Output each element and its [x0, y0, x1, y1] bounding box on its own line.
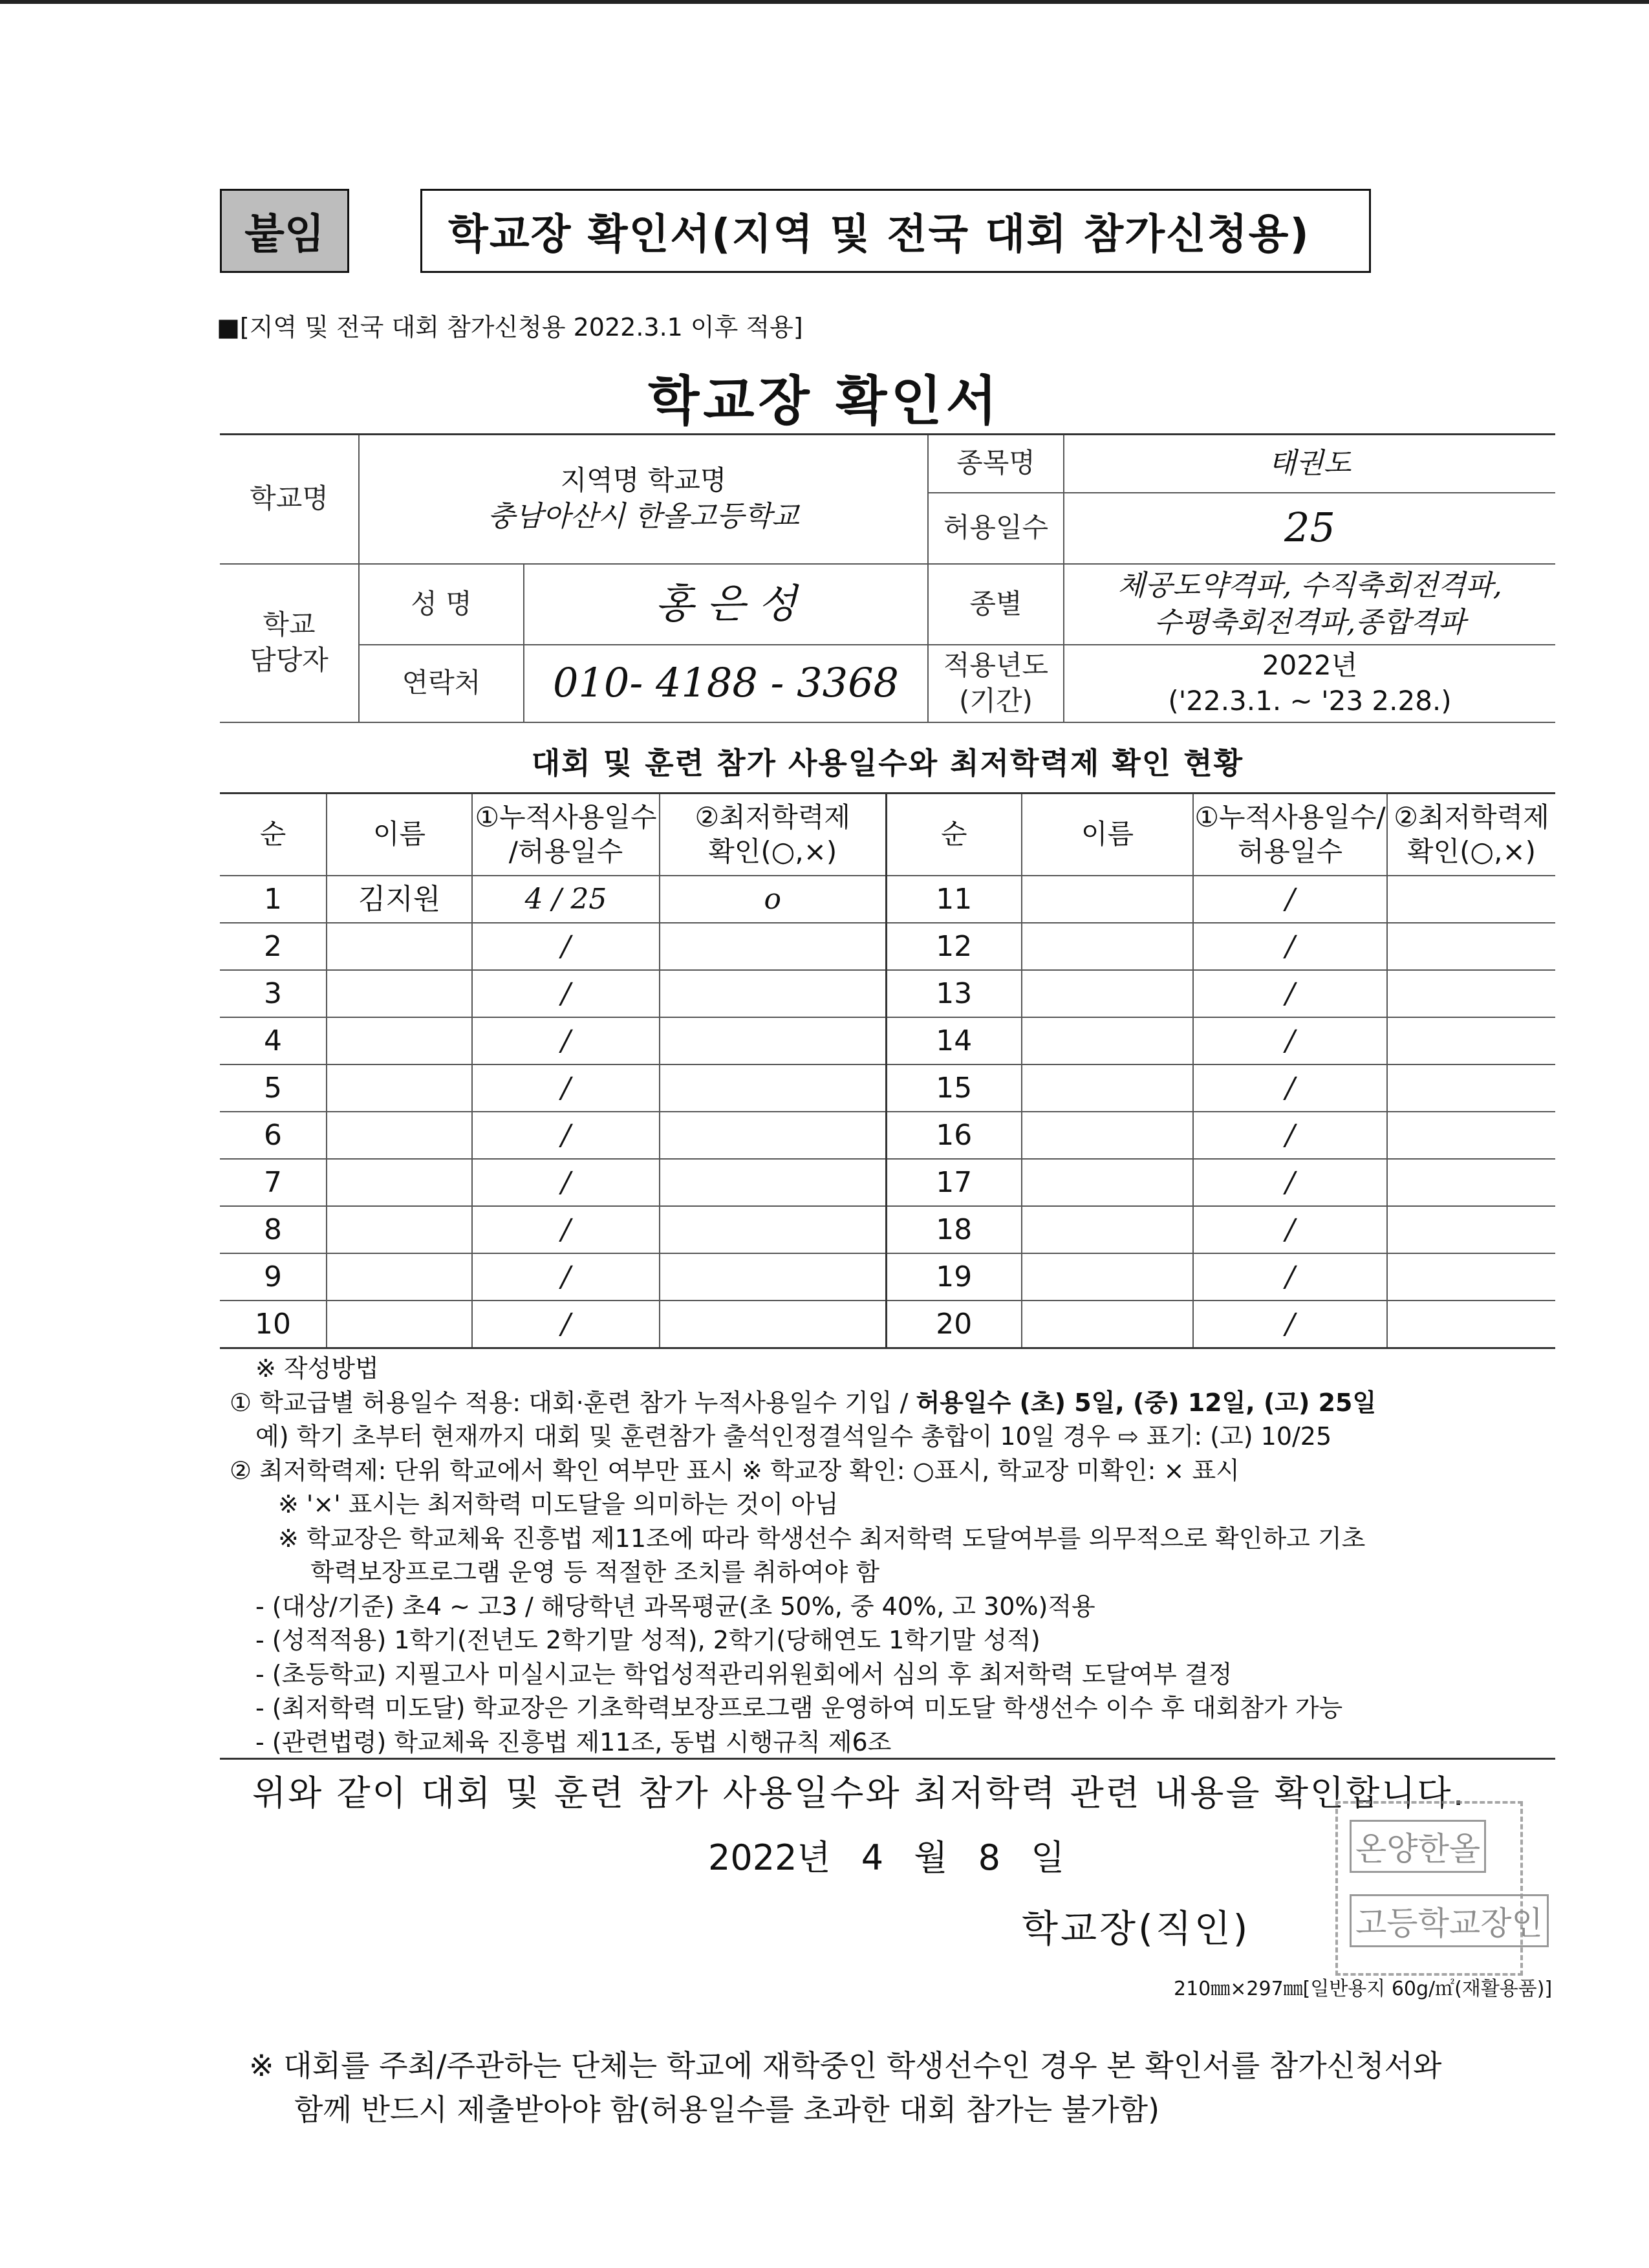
student-name [327, 970, 472, 1017]
manager-label-line-1: 학교 [263, 609, 316, 641]
col-check-right [1387, 794, 1555, 876]
applicability-note: ■[지역 및 전국 대회 참가신청용 2022.3.1 이후 적용] [217, 313, 803, 341]
used-allowed-days: / [1193, 1159, 1387, 1206]
achievement-check [1387, 970, 1555, 1017]
instruction-line: ※ 학교장은 학교체육 진흥법 제11조에 따라 학생선수 최저학력 도달여부를 의무적으로 확인하고 기초 [278, 1524, 1366, 1553]
year-label-line-1: 적용년도 [943, 649, 1049, 681]
row-number: 13 [886, 970, 1022, 1017]
student-name: 김지원 [327, 876, 472, 923]
region-school-value: 충남아산시 한올고등학교 [488, 500, 799, 534]
used-allowed-days: / [1193, 970, 1387, 1017]
usage-table [220, 792, 1555, 1349]
col-days-right-line-1: ①누적사용일수/ [1194, 801, 1386, 833]
category-value [1064, 564, 1555, 645]
instruction-line: ② 최저학력제: 단위 학교에서 확인 여부만 표시 ※ 학교장 확인: ○표시, 학교장 미확인: × 표시 [230, 1456, 1240, 1485]
school-seal-stamp [1335, 1801, 1543, 1976]
row-number: 20 [886, 1301, 1022, 1348]
used-allowed-days: / [472, 1301, 660, 1348]
student-name [1022, 923, 1193, 970]
table-row [220, 1112, 1555, 1159]
instruction-line: ※ '×' 표시는 최저학력 미도달을 의미하는 것이 아님 [278, 1490, 839, 1518]
row-number: 12 [886, 923, 1022, 970]
year-value: 2022년 [1262, 649, 1358, 681]
student-name [327, 1112, 472, 1159]
instruction-line: - (성적적용) 1학기(전년도 2학기말 성적), 2학기(당해연도 1학기말 성적) [255, 1626, 1040, 1654]
footer-line: 함께 반드시 제출받아야 함(허용일수를 초과한 대회 참가는 불가함) [294, 2092, 1160, 2127]
student-name [327, 1064, 472, 1112]
achievement-check [660, 970, 886, 1017]
achievement-check [1387, 1253, 1555, 1301]
used-allowed-days: / [472, 1017, 660, 1064]
allowed-days-value: 25 [1064, 493, 1555, 564]
student-name [1022, 1253, 1193, 1301]
used-allowed-days: / [472, 1206, 660, 1253]
student-name [327, 1017, 472, 1064]
instructions [230, 1352, 1562, 1759]
used-allowed-days: / [1193, 1206, 1387, 1253]
col-days-right [1193, 794, 1387, 876]
seal-text-line-2: 고등학교장인 [1350, 1894, 1549, 1947]
scan-edge-line [0, 0, 1649, 4]
instruction-line [230, 1386, 1562, 1420]
manager-name-value: 홍 은 성 [524, 564, 928, 645]
sport-label: 종목명 [928, 435, 1064, 493]
category-label: 종별 [928, 564, 1064, 645]
student-name [327, 1206, 472, 1253]
row-number: 2 [220, 923, 327, 970]
contact-label: 연락처 [359, 645, 524, 722]
row-number: 18 [886, 1206, 1022, 1253]
used-allowed-days: / [472, 923, 660, 970]
instruction-line: - (최저학력 미도달) 학교장은 기초학력보장프로그램 운영하여 미도달 학생선수 이수 후 대회참가 가능 [255, 1694, 1343, 1722]
footer-line: ※ 대회를 주최/주관하는 단체는 학교에 재학중인 학생선수인 경우 본 확인서를 참가신청서와 [249, 2048, 1442, 2083]
used-allowed-days: / [1193, 1301, 1387, 1348]
achievement-check [660, 1253, 886, 1301]
row-number: 4 [220, 1017, 327, 1064]
table-row [220, 970, 1555, 1017]
used-allowed-days: / [1193, 1064, 1387, 1112]
category-value-line-2: 수평축회전격파,종합격파 [1154, 606, 1466, 639]
year-label-line-2: (기간) [959, 684, 1033, 717]
contact-value: 010- 4188 - 3368 [524, 645, 928, 722]
table-row [220, 923, 1555, 970]
col-check-left-line-1: ②최저학력제 [695, 801, 850, 833]
name-label: 성 명 [359, 564, 524, 645]
student-name [1022, 1112, 1193, 1159]
achievement-check [660, 923, 886, 970]
used-allowed-days: / [472, 1064, 660, 1112]
manager-label [220, 564, 359, 722]
table-row [220, 1064, 1555, 1112]
instruction-line: - (초등학교) 지필고사 미실시교는 학업성적관리위원회에서 심의 후 최저학력 도달여부 결정 [255, 1659, 1233, 1689]
used-allowed-days: / [472, 970, 660, 1017]
divider [220, 1758, 1555, 1760]
document-title: 학교장 확인서 [648, 371, 1001, 432]
student-name [1022, 876, 1193, 923]
achievement-check [660, 1159, 886, 1206]
confirmation-statement: 위와 같이 대회 및 훈련 참가 사용일수와 최저학력 관련 내용을 확인합니다. [252, 1773, 1466, 1813]
student-name [1022, 1301, 1193, 1348]
instruction-line: - (대상/기준) 초4 ~ 고3 / 해당학년 과목평균(초 50%, 중 40%, 고 30%)적용 [255, 1592, 1095, 1621]
table-row [220, 876, 1555, 923]
col-name-left: 이름 [327, 794, 472, 876]
instruction-line: 예) 학기 초부터 현재까지 대회 및 훈련참가 출석인정결석일수 총합이 10일 경우 ⇨ 표기: (고) 10/25 [255, 1422, 1332, 1451]
school-cell [359, 435, 928, 564]
period-value: ('22.3.1. ~ '23 2.28.) [1168, 684, 1452, 717]
student-name [1022, 1017, 1193, 1064]
achievement-check [1387, 923, 1555, 970]
used-allowed-days: / [1193, 1112, 1387, 1159]
year-label [928, 645, 1064, 722]
instruction-text: ① 학교급별 허용일수 적용: 대회·훈련 참가 누적사용일수 기입 / [230, 1388, 916, 1417]
row-number: 7 [220, 1159, 327, 1206]
principal-signature: 학교장(직인) [1022, 1906, 1251, 1950]
used-allowed-days: / [1193, 1253, 1387, 1301]
table-row [220, 1159, 1555, 1206]
usage-header-row [220, 794, 1555, 876]
footer-note [249, 2044, 1441, 2132]
student-name [327, 1253, 472, 1301]
col-days-left-line-2: /허용일수 [508, 835, 623, 867]
row-number: 5 [220, 1064, 327, 1112]
achievement-check [660, 1301, 886, 1348]
seal-text-line-1: 온양한올 [1350, 1820, 1486, 1873]
manager-label-line-2: 담당자 [250, 644, 329, 676]
achievement-check [660, 1112, 886, 1159]
achievement-check [660, 1017, 886, 1064]
col-check-left [660, 794, 886, 876]
table-row [220, 1301, 1555, 1348]
achievement-check [1387, 1206, 1555, 1253]
student-name [327, 1301, 472, 1348]
instruction-emphasis: 허용일수 (초) 5일, (중) 12일, (고) 25일 [916, 1388, 1377, 1417]
signature-date: 2022년 4 월 8 일 [708, 1837, 1065, 1878]
student-name [1022, 970, 1193, 1017]
year-value-cell [1064, 645, 1555, 722]
used-allowed-days: / [1193, 876, 1387, 923]
attachment-badge: 붙임 [220, 189, 349, 273]
row-number: 11 [886, 876, 1022, 923]
row-number: 3 [220, 970, 327, 1017]
achievement-check [1387, 1017, 1555, 1064]
instructions-heading: ※ 작성방법 [255, 1354, 379, 1383]
student-name [1022, 1064, 1193, 1112]
student-name [1022, 1206, 1193, 1253]
table-row [220, 1206, 1555, 1253]
school-label: 학교명 [220, 435, 359, 564]
row-number: 6 [220, 1112, 327, 1159]
paper-spec: 210㎜×297㎜[일반용지 60g/㎡(재활용품)] [1174, 1978, 1553, 2000]
section-title: 대회 및 훈련 참가 사용일수와 최저학력제 확인 현황 [531, 746, 1244, 781]
row-number: 14 [886, 1017, 1022, 1064]
sport-value: 태권도 [1064, 435, 1555, 493]
region-school-label: 지역명 학교명 [560, 464, 727, 496]
used-allowed-days: / [1193, 923, 1387, 970]
achievement-check [660, 1064, 886, 1112]
table-row [220, 1253, 1555, 1301]
col-check-right-line-1: ②최저학력제 [1394, 801, 1549, 833]
row-number: 10 [220, 1301, 327, 1348]
row-number: 8 [220, 1206, 327, 1253]
table-row [220, 1017, 1555, 1064]
info-table [220, 433, 1555, 723]
achievement-check [1387, 1159, 1555, 1206]
used-allowed-days: 4 / 25 [472, 876, 660, 923]
col-days-left [472, 794, 660, 876]
used-allowed-days: / [472, 1159, 660, 1206]
row-number: 15 [886, 1064, 1022, 1112]
achievement-check [1387, 876, 1555, 923]
category-value-line-1: 체공도약격파, 수직축회전격파, [1117, 568, 1502, 602]
col-days-right-line-2: 허용일수 [1237, 835, 1343, 867]
col-check-right-line-2: 확인(○,×) [1406, 835, 1536, 867]
row-number: 19 [886, 1253, 1022, 1301]
achievement-check: o [660, 876, 886, 923]
form-title-box: 학교장 확인서(지역 및 전국 대회 참가신청용) [420, 189, 1371, 273]
col-days-left-line-1: ①누적사용일수 [475, 801, 657, 833]
instruction-line: 학력보장프로그램 운영 등 적절한 조치를 취하여야 함 [310, 1558, 880, 1586]
used-allowed-days: / [1193, 1017, 1387, 1064]
col-no-right: 순 [886, 794, 1022, 876]
instruction-line: - (관련법령) 학교체육 진흥법 제11조, 동법 시행규칙 제6조 [255, 1727, 892, 1756]
row-number: 1 [220, 876, 327, 923]
achievement-check [660, 1206, 886, 1253]
col-check-left-line-2: 확인(○,×) [708, 835, 837, 867]
used-allowed-days: / [472, 1253, 660, 1301]
student-name [327, 923, 472, 970]
used-allowed-days: / [472, 1112, 660, 1159]
row-number: 9 [220, 1253, 327, 1301]
col-name-right: 이름 [1022, 794, 1193, 876]
achievement-check [1387, 1064, 1555, 1112]
col-no-left: 순 [220, 794, 327, 876]
row-number: 17 [886, 1159, 1022, 1206]
allowed-days-label: 허용일수 [928, 493, 1064, 564]
achievement-check [1387, 1301, 1555, 1348]
row-number: 16 [886, 1112, 1022, 1159]
achievement-check [1387, 1112, 1555, 1159]
student-name [327, 1159, 472, 1206]
student-name [1022, 1159, 1193, 1206]
